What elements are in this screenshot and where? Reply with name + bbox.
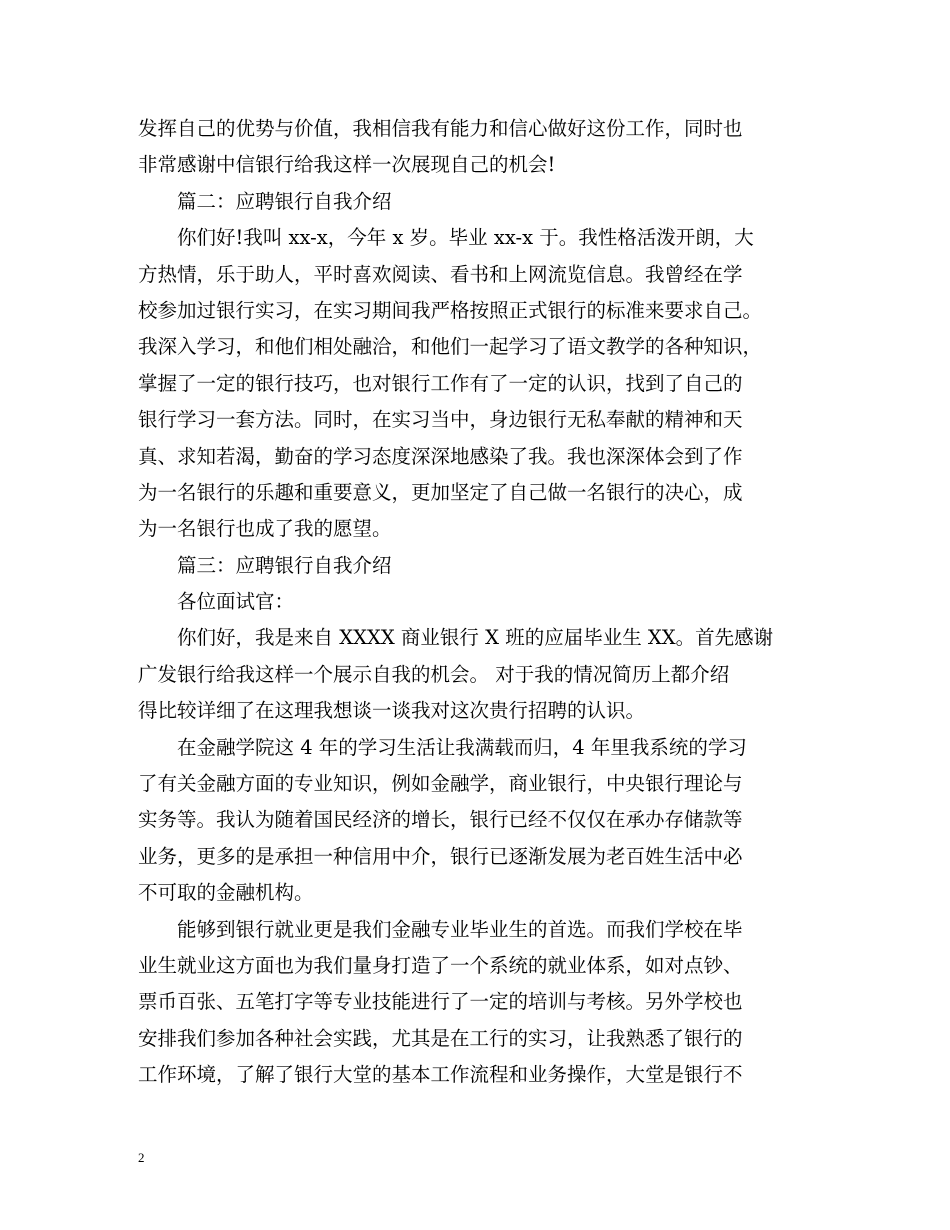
text-line: 了有关金融方面的专业知识，例如金融学，商业银行，中央银行理论与 [138, 772, 743, 796]
text-line: 掌握了一定的银行技巧，也对银行工作有了一定的认识，找到了自己的 [138, 371, 743, 395]
text-line: 发挥自己的优势与价值，我相信我有能力和信心做好这份工作，同时也 [138, 117, 743, 140]
text-line: 银行学习一套方法。同时，在实习当中，身边银行无私奉献的精神和天 [138, 408, 743, 432]
text-line: 工作环境，了解了银行大堂的基本工作流程和业务操作，大堂是银行不 [138, 1063, 743, 1087]
page-number: 2 [138, 1150, 145, 1165]
text-line: 你们好!我叫 xx-x，今年 x 岁。毕业 xx-x 于。我性格活泼开朗，大 [177, 226, 754, 250]
text-line: 能够到银行就业更是我们金融专业毕业生的首选。而我们学校在毕 [177, 917, 743, 941]
text-line: 为一名银行也成了我的愿望。 [138, 517, 392, 541]
document-body [138, 111, 818, 1094]
text-line: 实务等。我认为随着国民经济的增长，银行已经不仅仅在承办存储款等 [138, 808, 743, 832]
text-line: 不可取的金融机构。 [138, 881, 314, 905]
text-line: 各位面试官： [177, 590, 295, 614]
text-line: 为一名银行的乐趣和重要意义，更加坚定了自己做一名银行的决心，成 [138, 480, 743, 504]
text-line: 真、求知若渴，勤奋的学习态度深深地感染了我。我也深深体会到了作 [138, 444, 743, 468]
text-line: 业生就业这方面也为我们量身打造了一个系统的就业体系，如对点钞、 [138, 953, 743, 977]
text-line: 篇三：应聘银行自我介绍 [177, 553, 392, 577]
text-line: 在金融学院这 4 年的学习生活让我满载而归，4 年里我系统的学习 [177, 735, 747, 759]
text-line: 篇二：应聘银行自我介绍 [177, 189, 392, 213]
text-line: 业务，更多的是承担一种信用中介，银行已逐渐发展为老百姓生活中必 [138, 844, 743, 868]
text-line: 广发银行给我这样一个展示自我的机会。 对于我的情况简历上都介绍 [138, 662, 730, 686]
text-line: 非常感谢中信银行给我这样一次展现自己的机会! [138, 153, 556, 177]
text-line: 我深入学习，和他们相处融洽，和他们一起学习了语文教学的各种知识， [138, 335, 763, 359]
text-line: 得比较详细了在这理我想谈一谈我对这次贵行招聘的认识。 [138, 699, 646, 723]
text-line: 你们好，我是来自 XXXX 商业银行 X 班的应届毕业生 XX。首先感谢 [177, 626, 774, 650]
text-line: 票币百张、五笔打字等专业技能进行了一定的培训与考核。另外学校也 [138, 990, 743, 1014]
text-line: 方热情，乐于助人，平时喜欢阅读、看书和上网流览信息。我曾经在学 [138, 262, 743, 286]
text-line: 校参加过银行实习，在实习期间我严格按照正式银行的标准来要求自己。 [138, 298, 763, 322]
text-line: 安排我们参加各种社会实践，尤其是在工行的实习，让我熟悉了银行的 [138, 1026, 743, 1050]
